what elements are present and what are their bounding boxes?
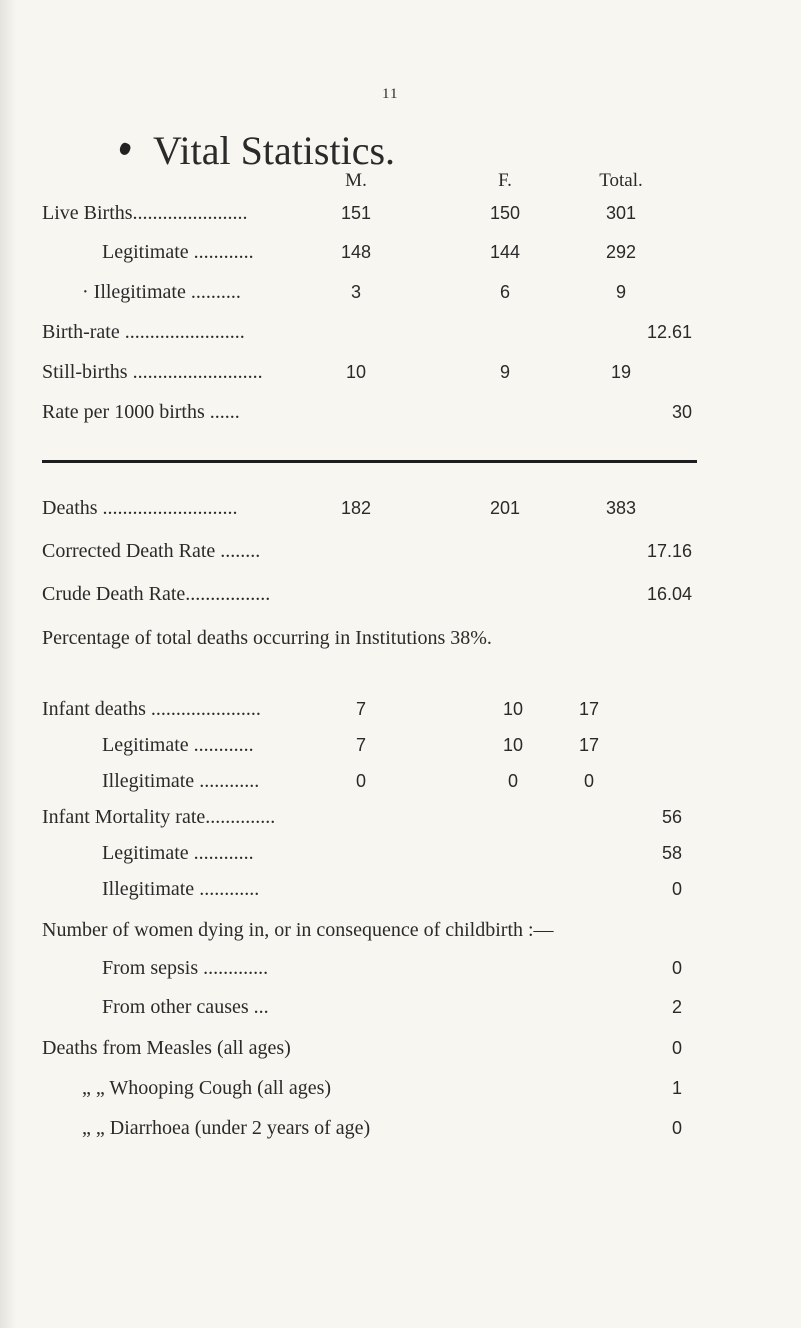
ink-mark <box>118 142 132 157</box>
row-label: Still-births .......................... <box>42 361 263 383</box>
header-female: F. <box>498 170 512 191</box>
value: 2 <box>671 997 682 1017</box>
table-row <box>0 201 801 225</box>
value-total: 30 <box>671 402 692 422</box>
table-row <box>0 1076 801 1100</box>
table-row <box>0 1116 801 1140</box>
row-label: Illegitimate ............ <box>102 770 260 792</box>
row-label: „ „ Whooping Cough (all ages) <box>82 1077 332 1099</box>
table-row <box>0 877 801 901</box>
value: 56 <box>661 807 682 827</box>
table-row <box>0 956 801 980</box>
value-male: 148 <box>340 242 372 262</box>
value-total: 301 <box>605 203 637 223</box>
page-number: 11 <box>382 86 399 102</box>
value-male: 3 <box>350 282 361 302</box>
row-label: Crude Death Rate................. <box>42 583 271 605</box>
row-label: Live Births....................... <box>42 202 248 224</box>
row-label: Deaths from Measles (all ages) <box>42 1037 291 1059</box>
value-female: 150 <box>489 203 521 223</box>
row-label: Legitimate ............ <box>102 842 254 864</box>
table-row <box>0 539 801 563</box>
institutions-text: Percentage of total deaths occurring in Institutions 38%. <box>42 627 492 649</box>
value: 58 <box>661 843 682 863</box>
table-row <box>0 805 801 829</box>
value-total: 17.16 <box>646 541 692 561</box>
value-female: 6 <box>499 282 510 302</box>
row-label: Legitimate ............ <box>102 734 254 756</box>
value-total: 17 <box>578 699 600 719</box>
value-male: 7 <box>355 699 366 719</box>
value-total: 9 <box>615 282 626 302</box>
row-label: Infant deaths ...................... <box>42 698 261 720</box>
value: 0 <box>671 1118 682 1138</box>
row-label: Rate per 1000 births ...... <box>42 401 240 423</box>
value-total: 16.04 <box>646 584 692 604</box>
value-total: 12.61 <box>646 322 692 342</box>
maternal-heading-row <box>0 918 801 942</box>
value-male: 7 <box>355 735 366 755</box>
maternal-heading: Number of women dying in, or in consequence of childbirth :— <box>42 919 554 941</box>
section-divider <box>42 460 697 463</box>
table-row <box>0 841 801 865</box>
row-label: Deaths ........................... <box>42 497 238 519</box>
value-female: 10 <box>502 735 524 755</box>
row-label: Illegitimate ............ <box>102 878 260 900</box>
table-row <box>0 769 801 793</box>
value-total: 292 <box>605 242 637 262</box>
table-row <box>0 733 801 757</box>
table-row <box>0 400 801 424</box>
column-headers <box>0 169 801 193</box>
value-male: 0 <box>355 771 366 791</box>
value-male: 151 <box>340 203 372 223</box>
row-label: „ „ Diarrhoea (under 2 years of age) <box>82 1117 371 1139</box>
row-label: From other causes ... <box>102 996 269 1018</box>
row-label: Legitimate ............ <box>102 241 254 263</box>
table-row <box>0 360 801 384</box>
row-label: · Illegitimate .......... <box>82 281 241 303</box>
table-row <box>0 995 801 1019</box>
value-total: 19 <box>610 362 632 382</box>
table-row <box>0 582 801 606</box>
institutions-note <box>0 626 801 650</box>
row-label: Infant Mortality rate.............. <box>42 806 276 828</box>
value: 0 <box>671 958 682 978</box>
table-row <box>0 496 801 520</box>
table-row <box>0 697 801 721</box>
table-row <box>0 320 801 344</box>
value-total: 17 <box>578 735 600 755</box>
page-title: Vital Statistics. <box>153 128 396 173</box>
row-label: Corrected Death Rate ........ <box>42 540 261 562</box>
header-male: M. <box>345 170 367 191</box>
table-row <box>0 240 801 264</box>
value: 1 <box>671 1078 682 1098</box>
value-total: 383 <box>605 498 637 518</box>
header-total: Total. <box>599 170 643 191</box>
value-female: 0 <box>507 771 518 791</box>
row-label: Birth-rate ........................ <box>42 321 245 343</box>
value: 0 <box>671 1038 682 1058</box>
value-female: 144 <box>489 242 521 262</box>
table-row <box>0 280 801 304</box>
value: 0 <box>671 879 682 899</box>
value-female: 201 <box>489 498 521 518</box>
value-male: 182 <box>340 498 372 518</box>
row-label: From sepsis ............. <box>102 957 269 979</box>
value-male: 10 <box>345 362 367 382</box>
value-total: 0 <box>583 771 594 791</box>
table-row <box>0 1036 801 1060</box>
value-female: 9 <box>499 362 510 382</box>
value-female: 10 <box>502 699 524 719</box>
